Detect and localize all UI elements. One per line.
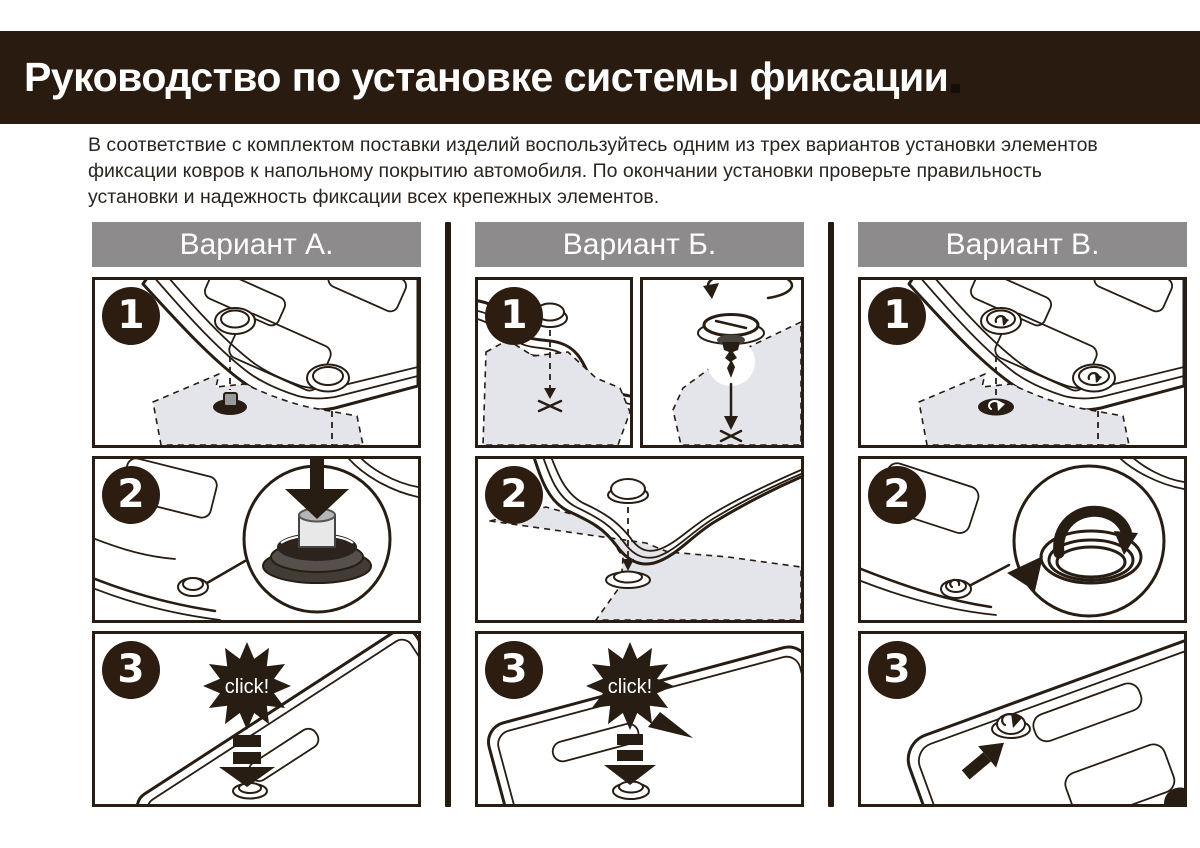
carpet-area [483,340,630,445]
variant-b-step1-right-panel [640,277,804,448]
variant-b-label: Вариант Б. [562,227,717,261]
variant-v-step3-panel [858,631,1187,807]
mat-grommet [178,578,208,596]
variant-a-label: Вариант А. [179,227,334,261]
installed-fastener [606,572,650,589]
floor-mat [533,459,801,564]
page-title [24,54,960,101]
step-number: 1 [883,292,911,338]
floor-mat [901,634,1184,804]
variant-b-step3-panel [475,631,804,807]
variant-a-header [92,222,421,267]
step-number: 3 [500,646,528,692]
click-label: click! [224,676,270,698]
variant-b-step1-row [475,277,804,456]
mat-grommet [233,783,267,799]
mat-grommet [307,365,349,392]
page-title-text: Руководство по установке системы фиксации [24,54,949,100]
step-badge [485,466,543,524]
step-badge [485,641,543,699]
variant-v-column [858,222,1187,815]
step-number: 2 [117,471,145,517]
variant-a-column [92,222,421,815]
mat-grommet [608,479,648,503]
step-badge [868,641,926,699]
column-divider [445,222,451,807]
mat-grommet [215,308,255,334]
step-badge [485,287,543,345]
step-badge [102,641,160,699]
step-number: 3 [883,646,911,692]
magnifier-leader-line [971,565,1009,585]
variant-b-step1-left-panel [475,277,633,448]
step-number: 1 [117,292,145,338]
step-number: 2 [883,471,911,517]
variant-a-step3-panel [92,631,421,807]
variant-a-step2-panel [92,456,421,623]
step-badge [102,466,160,524]
variant-v-step1-panel [858,277,1187,448]
step-badge [868,466,926,524]
step-number: 2 [500,471,528,517]
header-band [0,31,1200,124]
variant-b-column [475,222,804,815]
magnifier-leader-line [207,561,245,583]
floor-mat [131,634,418,804]
step-badge [868,287,926,345]
step-number: 3 [117,646,145,692]
column-divider [828,222,834,807]
click-label: click! [607,676,653,698]
variant-a-step1-panel [92,277,421,448]
variants-row [0,222,1200,815]
variant-b-header [475,222,804,267]
magnifier-circle [244,459,390,612]
rotation-arrow-icon [703,280,792,299]
variant-b-step2-panel [475,456,804,623]
hook-fastener [978,399,1014,416]
mat-grommet-with-hook [941,580,971,598]
mat-grommet-with-hook [981,308,1021,334]
intro-paragraph: В соответствие с комплектом поставки изделий воспользуйтесь одним из трех вариантов установки элементов фиксации ковров к напольному покрытию автомобиля. По окончании установки проверьте правильность установки и надежность фиксации всех крепежных элементов. [88,134,1098,208]
variant-v-label: Вариант В. [945,227,1100,261]
variant-b-step1b-illustration [643,280,801,445]
mat-grommet-with-hook [1073,365,1115,392]
variant-v-step2-panel [858,456,1187,623]
step-badge [102,287,160,345]
magnifier-circle [1007,466,1164,616]
step-number: 1 [500,292,528,338]
title-end-mark [951,84,960,93]
variant-v-header [858,222,1187,267]
